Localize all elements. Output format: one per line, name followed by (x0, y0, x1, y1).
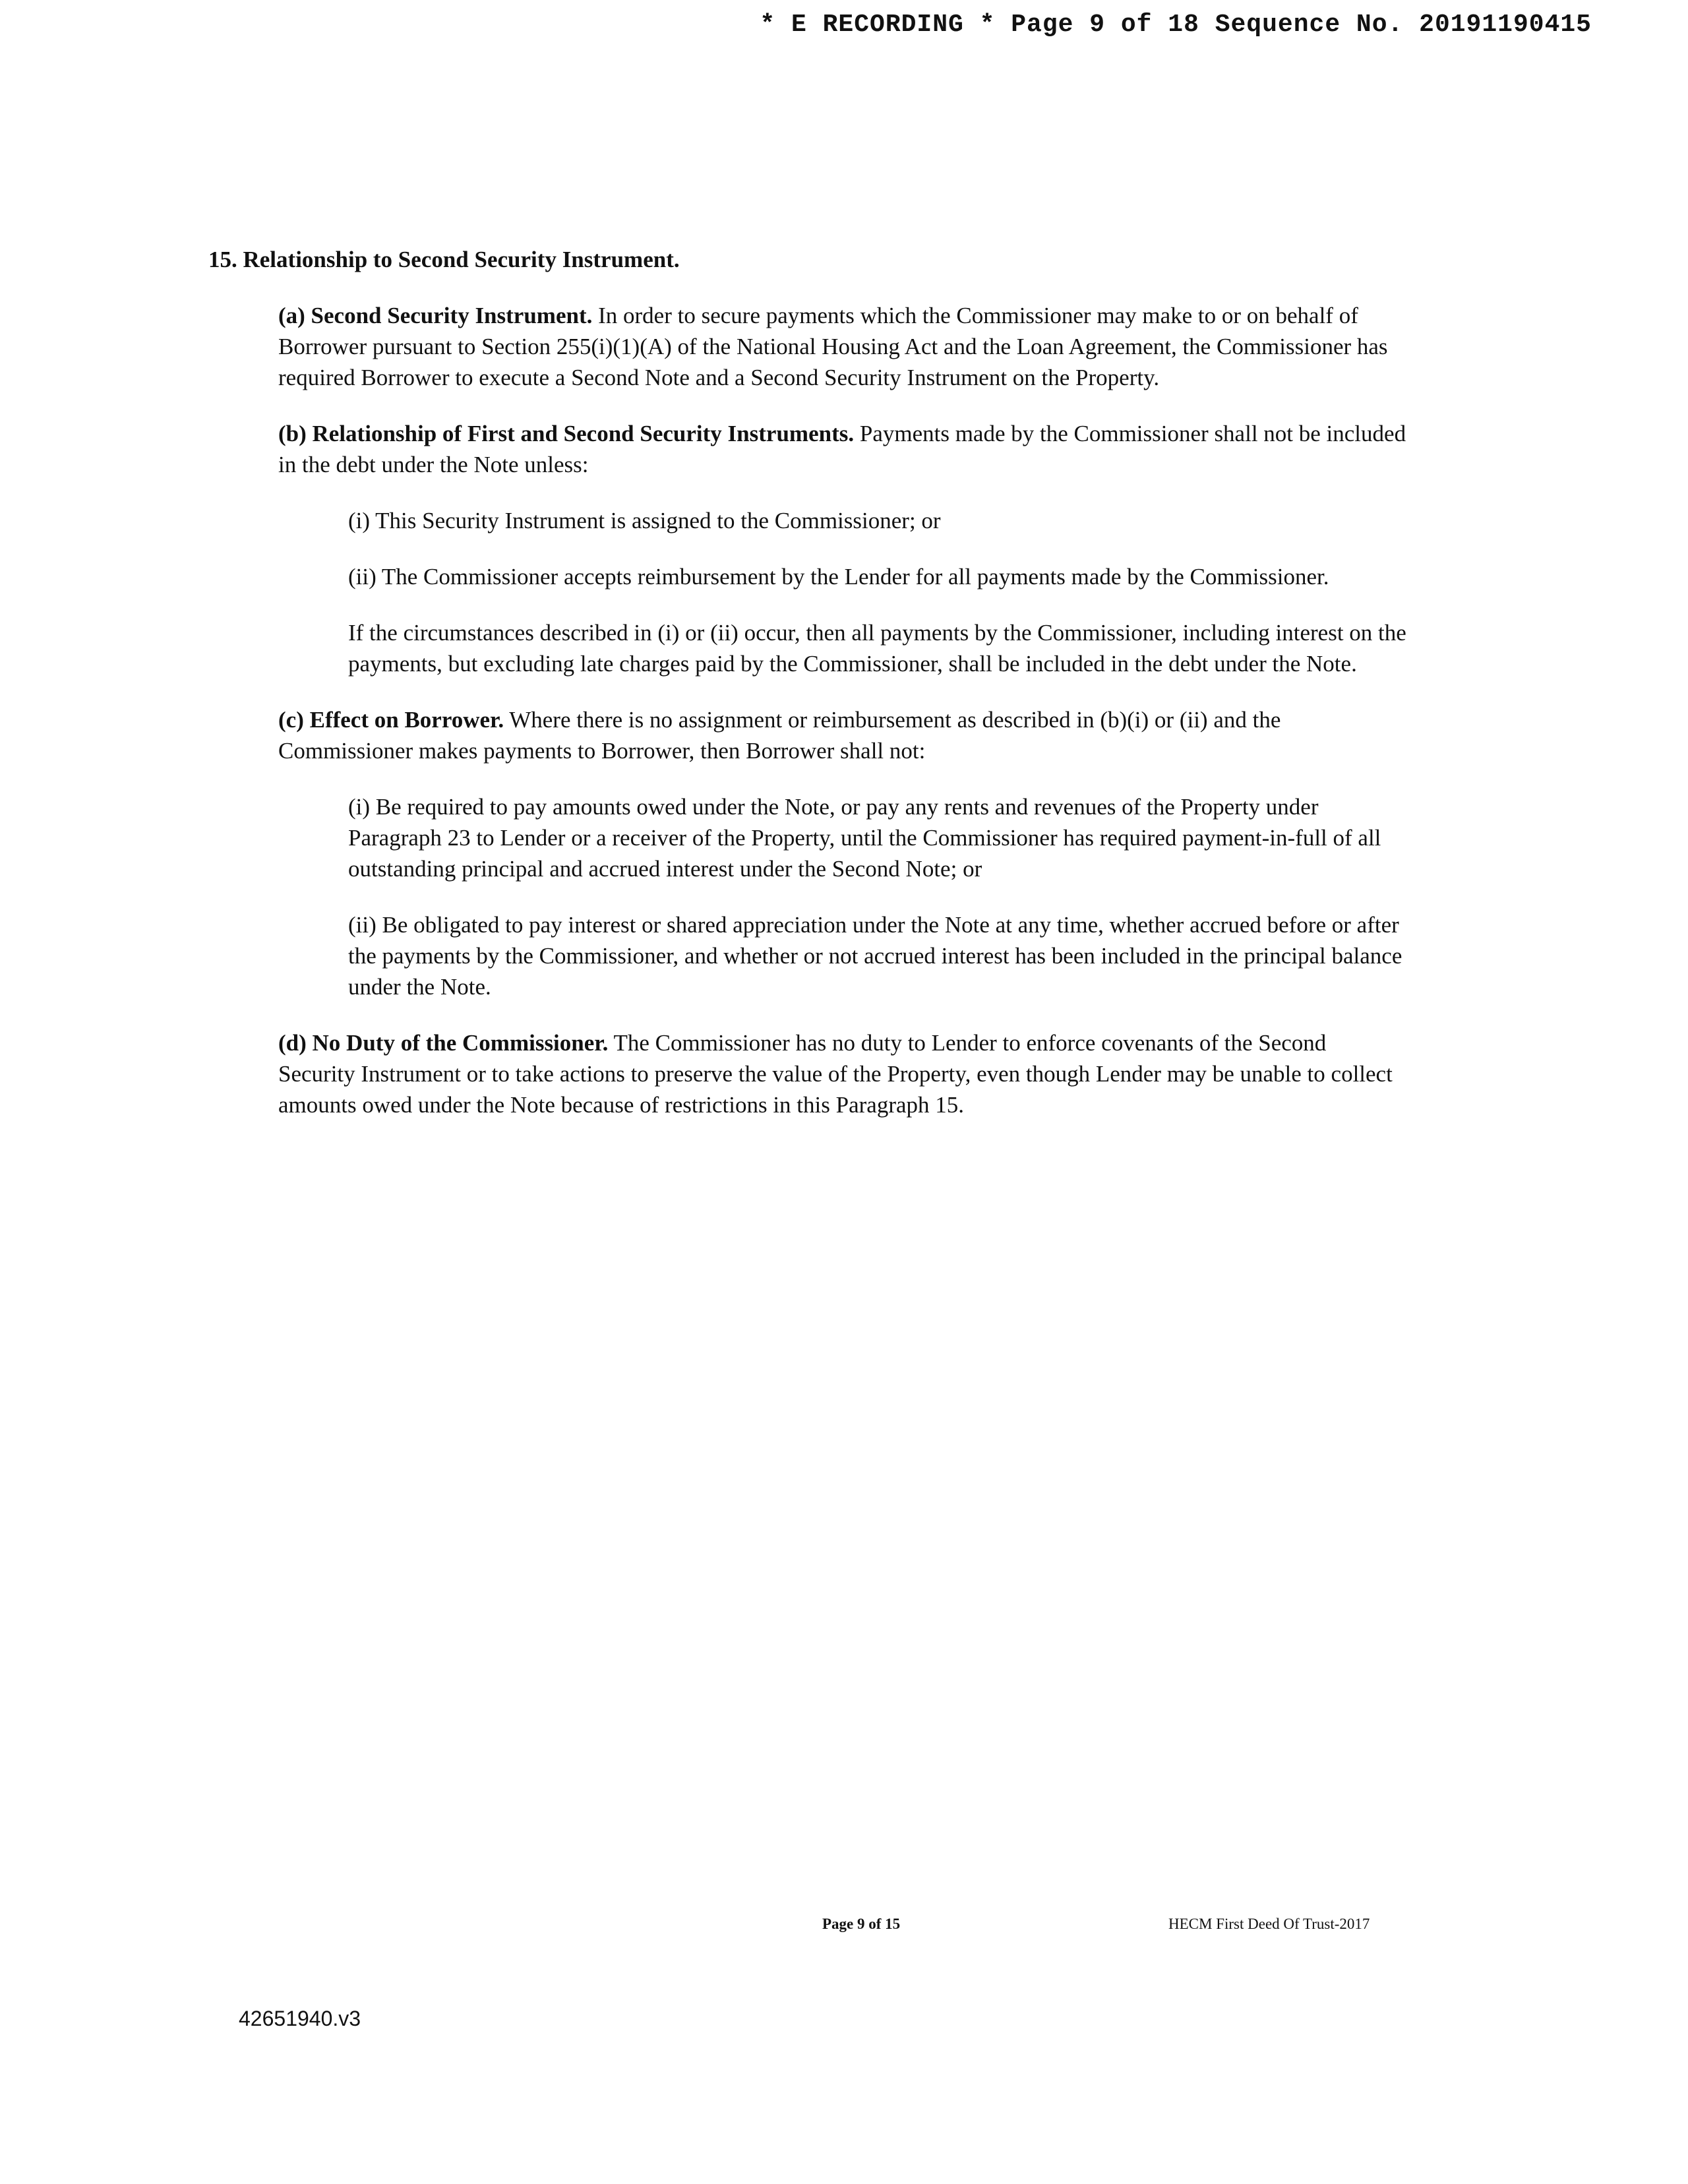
footer-form-name: HECM First Deed Of Trust-2017 (1168, 1916, 1370, 1932)
paragraph-b (278, 418, 1408, 480)
document-id: 42651940.v3 (239, 2007, 361, 2030)
paragraph-c-lead: (c) Effect on Borrower. (278, 707, 504, 733)
paragraph-d-lead: (d) No Duty of the Commissioner. (278, 1030, 609, 1056)
paragraph-a-lead: (a) Second Security Instrument. (278, 303, 593, 328)
paragraph-c-item-ii: (ii) Be obligated to pay interest or shared appreciation under the Note at any time, whether accrued before or after the payments by the Commissioner, and whether or not accrued interest has been included in the principal balance under the Note. (348, 912, 1402, 1000)
paragraph-b-followup: If the circumstances described in (i) or (ii) occur, then all payments by the Commissioner, including interest on the payments, but excluding late charges paid by the Commissioner, shall be included in the debt under the Note. (348, 620, 1406, 677)
paragraph-c-text: Where there is no assignment or reimbursement as described in (b)(i) or (ii) and the Commissioner makes payments to Borrower, then Borrower shall not: (278, 707, 1281, 764)
paragraph-a-text: In order to secure payments which the Commissioner may make to or on behalf of Borrower pursuant to Section 255(i)(1)(A) of the National Housing Act and the Loan Agreement, the Commissioner has required Borrower to execute a Second Note and a Second Security Instrument on the Property. (278, 303, 1388, 390)
paragraph-c (278, 704, 1408, 766)
section-heading: 15. Relationship to Second Security Instrument. (208, 247, 680, 272)
paragraph-b-text: Payments made by the Commissioner shall not be included in the debt under the Note unless: (278, 421, 1406, 477)
document-body (208, 244, 1408, 1145)
footer-page-number: Page 9 of 15 (822, 1916, 901, 1932)
paragraph-d-text: The Commissioner has no duty to Lender to enforce covenants of the Second Security Instrument or to take actions to preserve the value of the Property, even though Lender may be unable to collect amounts owed under the Note because of restrictions in this Paragraph 15. (278, 1030, 1393, 1118)
paragraph-b-lead: (b) Relationship of First and Second Security Instruments. (278, 421, 855, 446)
recording-stamp: * E RECORDING * Page 9 of 18 Sequence No. 20191190415 (760, 11, 1592, 39)
paragraph-c-item-i: (i) Be required to pay amounts owed under the Note, or pay any rents and revenues of the Property under Paragraph 23 to Lender or a receiver of the Property, until the Commissioner has required payment-in-full of all outstanding principal and accrued interest under the Second Note; or (348, 794, 1381, 882)
paragraph-b-item-i: (i) This Security Instrument is assigned to the Commissioner; or (348, 508, 941, 533)
paragraph-a (278, 300, 1408, 393)
paragraph-d (278, 1027, 1408, 1120)
paragraph-b-item-ii: (ii) The Commissioner accepts reimbursement by the Lender for all payments made by the Commissioner. (348, 564, 1329, 590)
